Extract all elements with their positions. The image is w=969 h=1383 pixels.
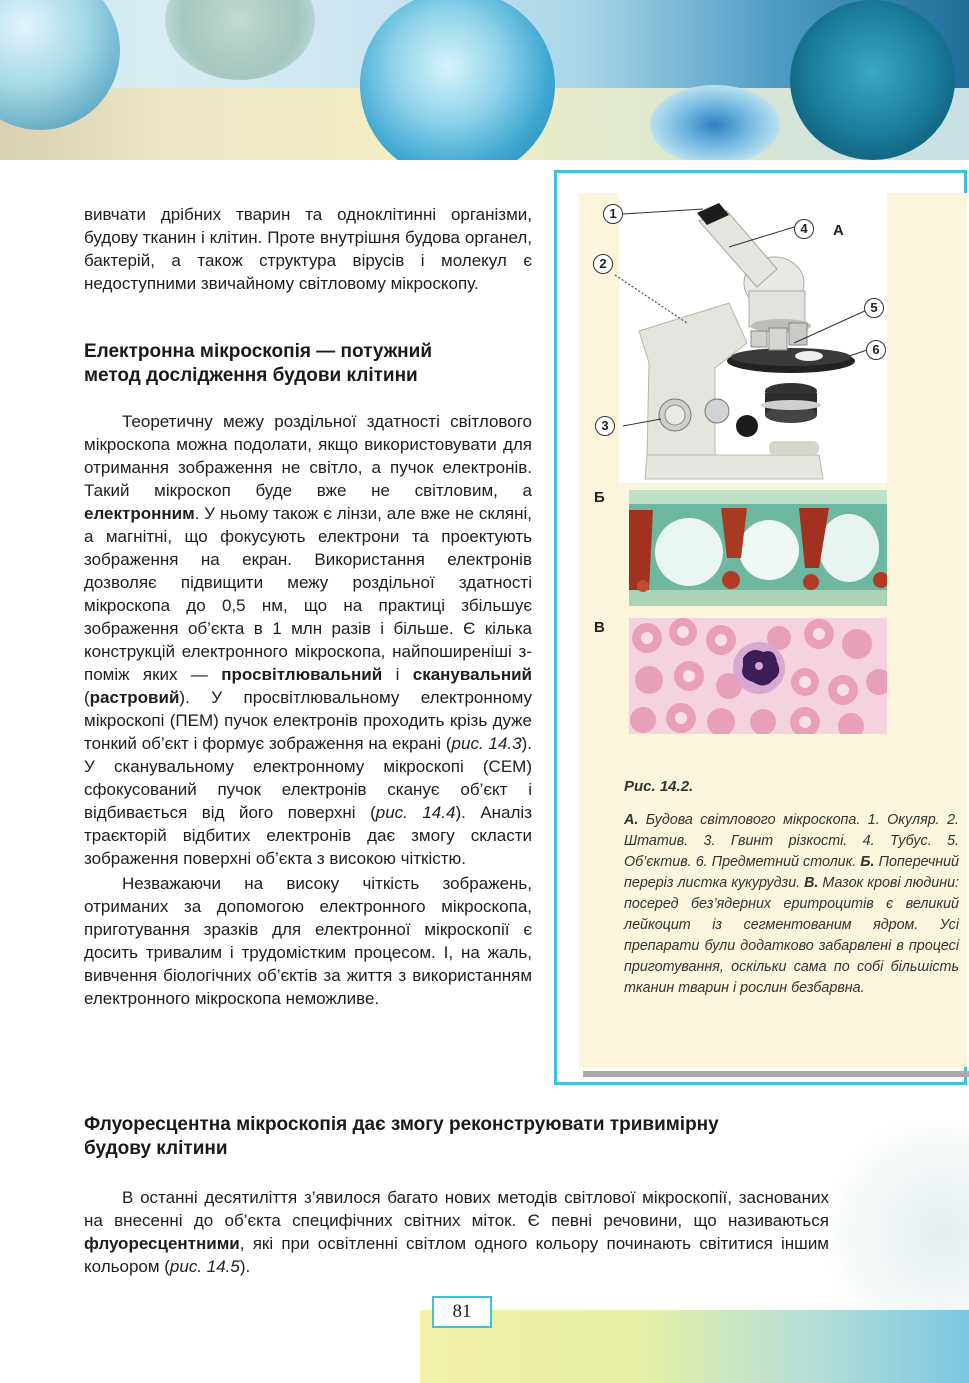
term: растровий — [89, 688, 180, 707]
cell-image — [165, 0, 315, 80]
figure-caption-title: Рис. 14.2. — [624, 778, 694, 795]
callout-5: 5 — [864, 298, 884, 318]
figure-label-a: А — [833, 222, 844, 239]
section-title-line: Флуоресцентна мікроскопія дає змогу реконструювати тривимірну — [84, 1114, 719, 1135]
paragraph: В останні десятиліття з’явилося багато нових методів світлової мікроскопії, заснованих на внесенні до об’єкта специфічних світних міток. Є певні речовини, що називаються флуоресцентними, які при освітленні світлом одного кольору починають світитися іншим кольором (рис. 14.5). — [84, 1188, 829, 1276]
section-title-line: Електронна мікроскопія — потужний — [84, 341, 433, 362]
callout-3: 3 — [595, 416, 615, 436]
paragraph: Теоретичну межу роздільної здатності світлового мікроскопа можна подолати, якщо використовувати для отримання зображення не світло, а пучок електронів. Такий мікроскоп буде вже не світловим, а електронним. У ньому також є лінзи, але вже не скляні, а магнітні, що фокусують електрони та проектують зображення на екран. Використання електронів дозволяє підвищити межу роздільної здатності мікроскопа до 0,5 нм, що на практиці збільшує зображення об’єкта в 1 млн разів і більше. Є кілька конструкцій електронного мікроскопа, найпоширеніші з-поміж яких — просвітлювальний і сканувальний (растровий). У просвітлювальному електронному мікроскопі (ПЕМ) пучок електронів проходить крізь дуже тонкий об’єкт і формує зображення на екрані (рис. 14.3). У сканувальному електронному мікроскопі (СЕМ) сфокусований пучок електронів сканує об’єкт і відбивається від його поверхні (рис. 14.4). Аналіз траєкторій відбитих електронів дає змогу скласти зображення поверхні об’єкта з високою чіткістю. — [84, 412, 532, 868]
figure-label-b: Б — [594, 489, 605, 506]
microscope-illustration — [579, 193, 967, 493]
background-decoration — [830, 1120, 969, 1310]
callout-2: 2 — [593, 254, 613, 274]
figure-ref: рис. 14.4 — [375, 803, 456, 822]
corn-leaf-section-image — [629, 490, 887, 606]
intro-text: вивчати дрібних тварин та одноклітинні організми, будову тканин і клітин. Проте внутрішня будова органел, бактерій, а також структура вірусів і молекул є недоступними звичайному світловому мікроскопу. — [84, 205, 532, 293]
section-title-electron — [84, 340, 534, 388]
term: флуоресцентними — [84, 1234, 240, 1253]
intro-paragraph — [84, 203, 532, 295]
cell-image — [650, 85, 780, 160]
cell-image — [790, 0, 955, 160]
figure-caption: А. Будова світлового мікроскопа. 1. Окуляр. 2. Штатив. 3. Гвинт різкості. 4. Тубус. 5. Об’єктив. 6. Предметний столик. Б. Поперечний переріз листка кукурудзи. В. Мазок крові людини: посеред без’ядерних еритроцитів є великий лейкоцит із сегментованим ядром. Усі препарати були додатково забарвлені в процесі приготування, оскільки сама по собі більшість тканин тварин і рослин безбарвна. — [624, 812, 959, 996]
figure-ref: рис. 14.3 — [451, 734, 522, 753]
figure-label-v: В — [594, 619, 605, 636]
cell-image — [360, 0, 555, 160]
term: просвітлювальний — [221, 665, 383, 684]
header-banner — [0, 0, 969, 160]
section-title-line: метод дослідження будови клітини — [84, 365, 418, 386]
term: сканувальний — [412, 665, 532, 684]
callout-1: 1 — [603, 204, 623, 224]
section-body-electron — [84, 410, 532, 1010]
page-number: 81 — [432, 1296, 492, 1328]
figure-inner — [579, 193, 967, 1067]
term: електронним — [84, 504, 195, 523]
callout-6: 6 — [866, 340, 886, 360]
section-body-fluorescence — [84, 1186, 829, 1278]
paragraph: Незважаючи на високу чіткість зображень, отриманих за допомогою електронного мікроскопа, приготування зразків для електронної мікроскопії є досить тривалим і трудомістким процесом. І, на жаль, вивчення біологічних об’єктів за життя з використанням електронного мікроскопа неможливе. — [84, 874, 532, 1008]
section-title-fluorescence — [84, 1113, 844, 1161]
section-title-line: будову клітини — [84, 1138, 228, 1159]
figure-ref: рис. 14.5 — [169, 1257, 240, 1276]
figure-panel — [554, 170, 967, 1085]
blood-smear-image — [629, 618, 887, 734]
callout-4: 4 — [794, 219, 814, 239]
footer-band — [420, 1310, 969, 1383]
